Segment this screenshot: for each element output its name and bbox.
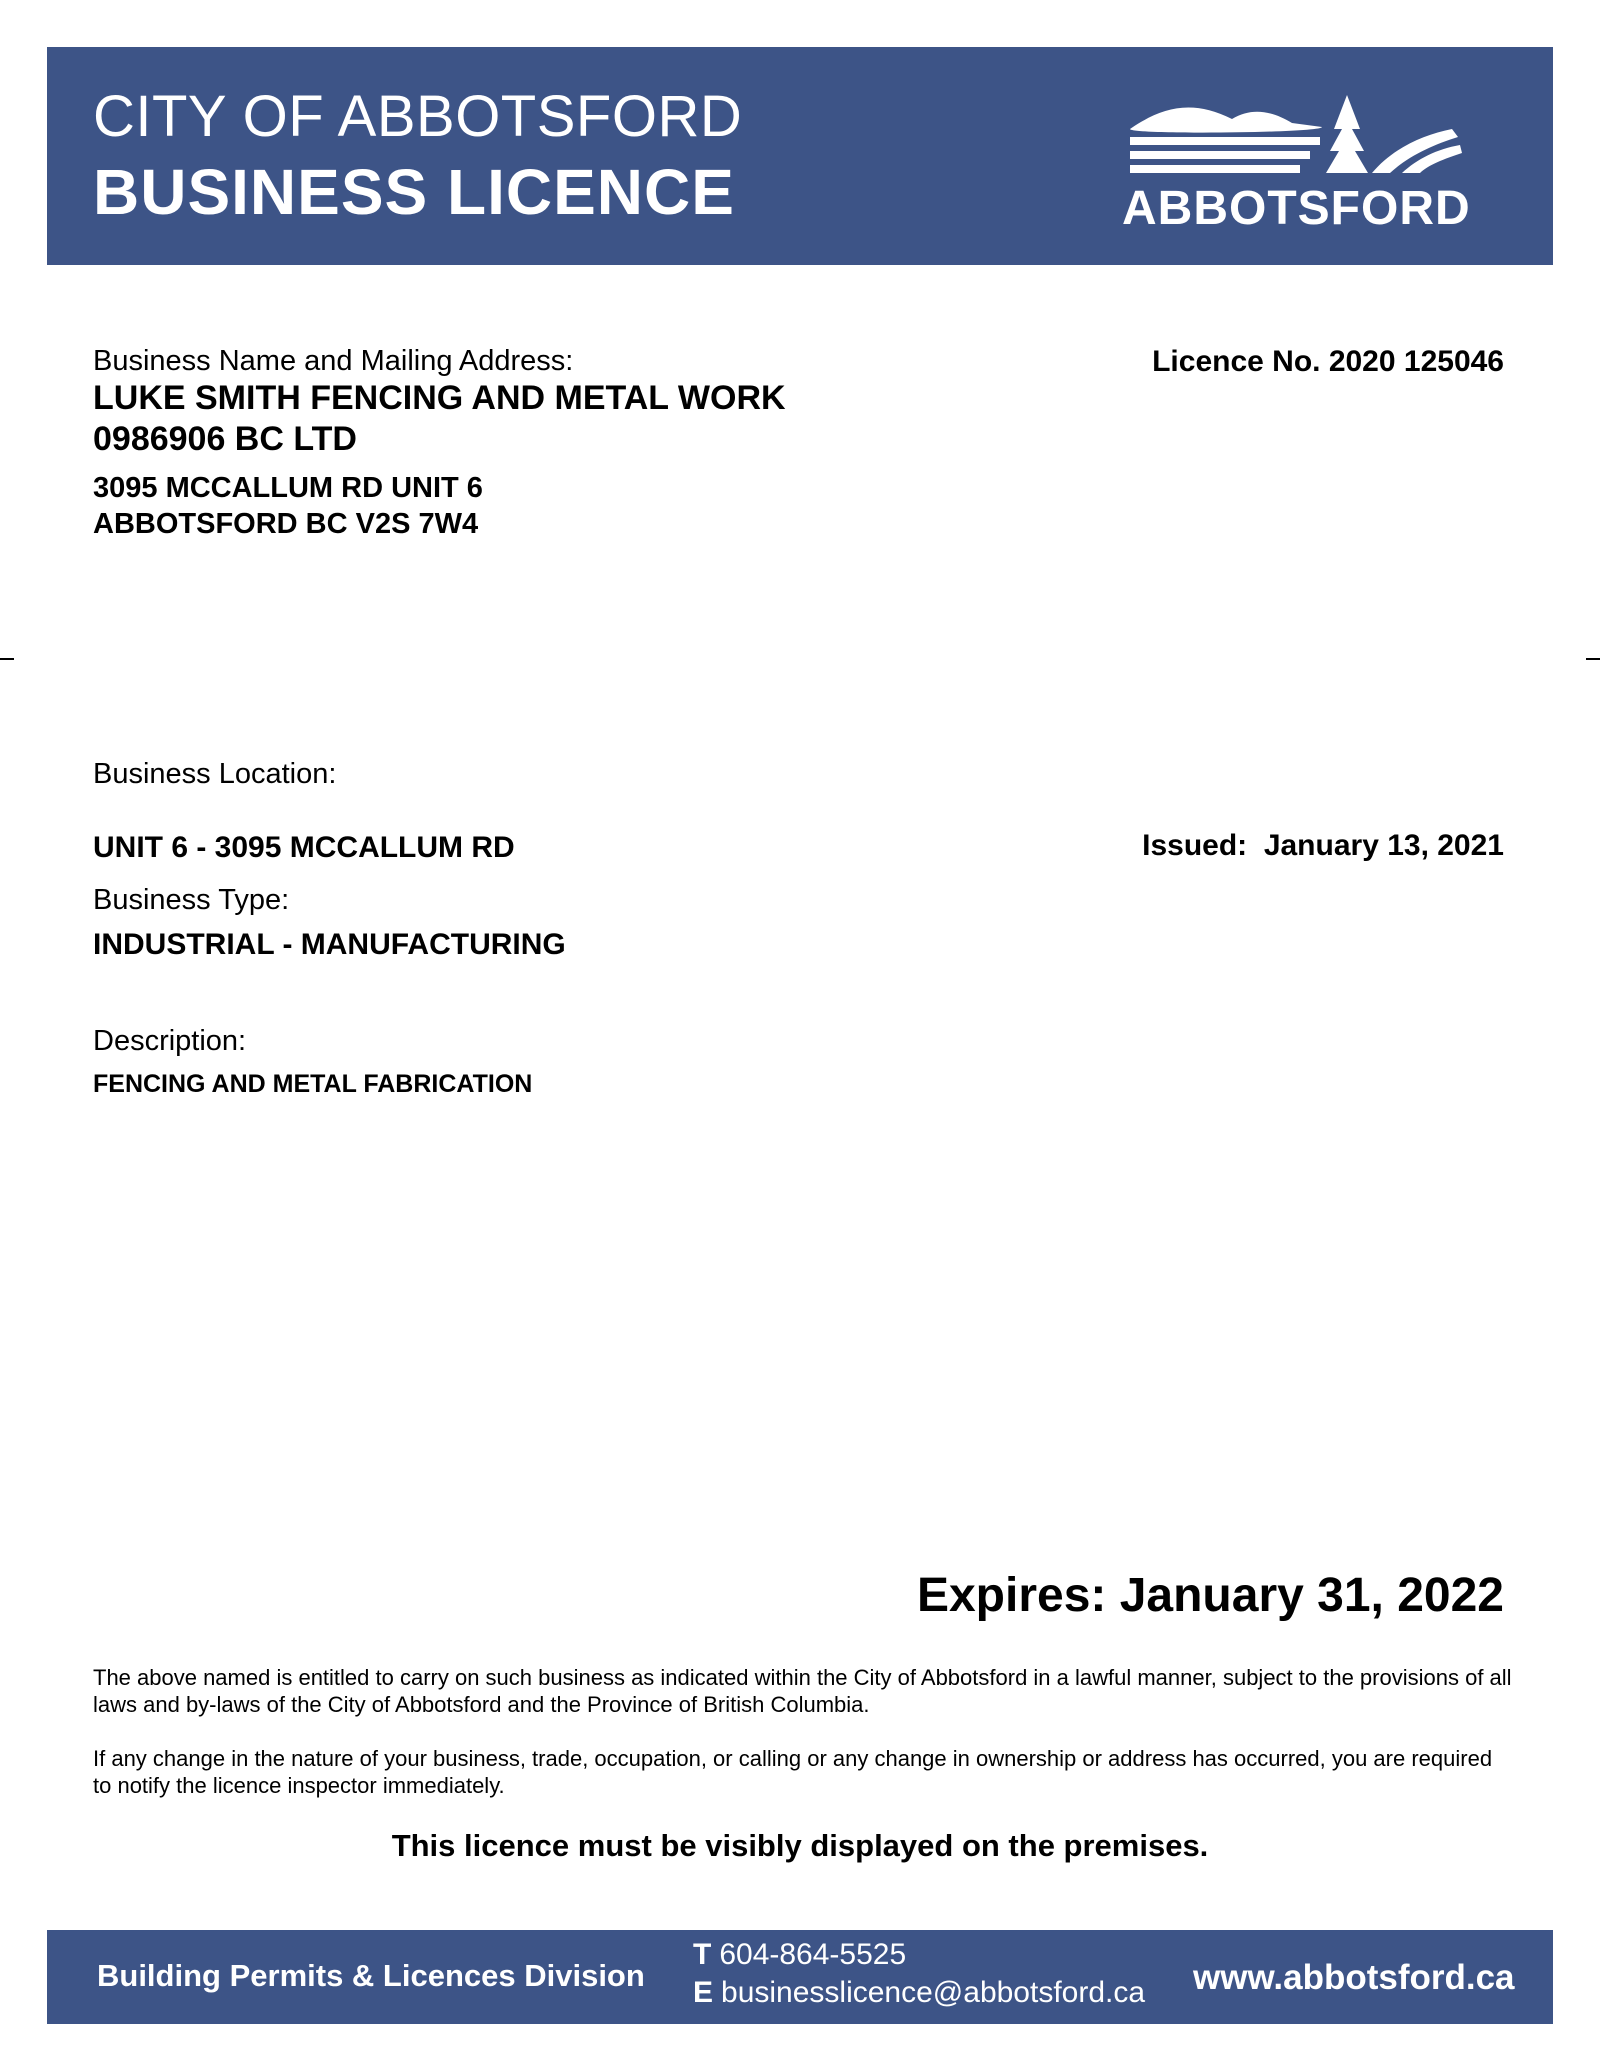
- mailing-address-line1: 3095 MCCALLUM RD UNIT 6: [93, 472, 483, 504]
- footer-email[interactable]: businesslicence@abbotsford.ca: [721, 1976, 1146, 2009]
- business-location-label: Business Location:: [93, 758, 337, 790]
- footer-phone[interactable]: 604-864-5525: [719, 1938, 907, 1971]
- business-type-value: INDUSTRIAL - MANUFACTURING: [93, 928, 566, 961]
- terms-paragraph-2: If any change in the nature of your business, trade, occupation, or calling or any change in ownership or address has occurred, you are required to notify the licence inspector immediately.: [93, 1746, 1493, 1798]
- footer-band: [47, 1930, 1553, 2024]
- expiry-date: Expires: January 31, 2022: [916, 1569, 1504, 1622]
- header-licence-title: BUSINESS LICENCE: [93, 156, 735, 228]
- footer-website-link[interactable]: www.abbotsford.ca: [1193, 1958, 1515, 1997]
- mailing-address-line2: ABBOTSFORD BC V2S 7W4: [93, 508, 479, 540]
- licence-number: Licence No. 2020 125046: [1152, 345, 1504, 378]
- business-name-line1: LUKE SMITH FENCING AND METAL WORK: [93, 379, 786, 417]
- terms-paragraph-1: The above named is entitled to carry on such business as indicated within the City of Abbotsford in a lawful manner, subject to the provisions of all laws and by-laws of the City of Abbotsford and the Province of British Columbia.: [93, 1665, 1512, 1717]
- description-label: Description:: [93, 1025, 247, 1057]
- footer-phone-row: [693, 1936, 1145, 1974]
- description-value: FENCING AND METAL FABRICATION: [93, 1070, 533, 1098]
- mountain-tree-logo-icon: [1122, 89, 1467, 189]
- business-type-label: Business Type:: [93, 884, 290, 916]
- header-band: [47, 47, 1553, 265]
- logo-wordmark: ABBOTSFORD: [1122, 182, 1471, 235]
- issued-label: Issued:: [1142, 829, 1248, 862]
- display-notice: This licence must be visibly displayed on the premises.: [391, 1828, 1209, 1863]
- issued-date: [1142, 829, 1504, 863]
- issued-date-value: January 13, 2021: [1263, 829, 1504, 862]
- footer-email-row: [693, 1974, 1145, 2012]
- crop-mark-right: [1586, 658, 1600, 660]
- phone-prefix: T: [693, 1938, 712, 1971]
- footer-division: Building Permits & Licences Division: [97, 1958, 645, 1993]
- business-name-line2: 0986906 BC LTD: [93, 420, 357, 458]
- email-prefix: E: [693, 1976, 714, 2009]
- business-name-label: Business Name and Mailing Address:: [93, 345, 574, 377]
- header-city-title: CITY OF ABBOTSFORD: [93, 84, 743, 149]
- abbotsford-logo: [1122, 89, 1471, 249]
- footer-contact: [693, 1936, 1145, 2012]
- business-location-value: UNIT 6 - 3095 MCCALLUM RD: [93, 831, 515, 864]
- crop-mark-left: [0, 658, 14, 660]
